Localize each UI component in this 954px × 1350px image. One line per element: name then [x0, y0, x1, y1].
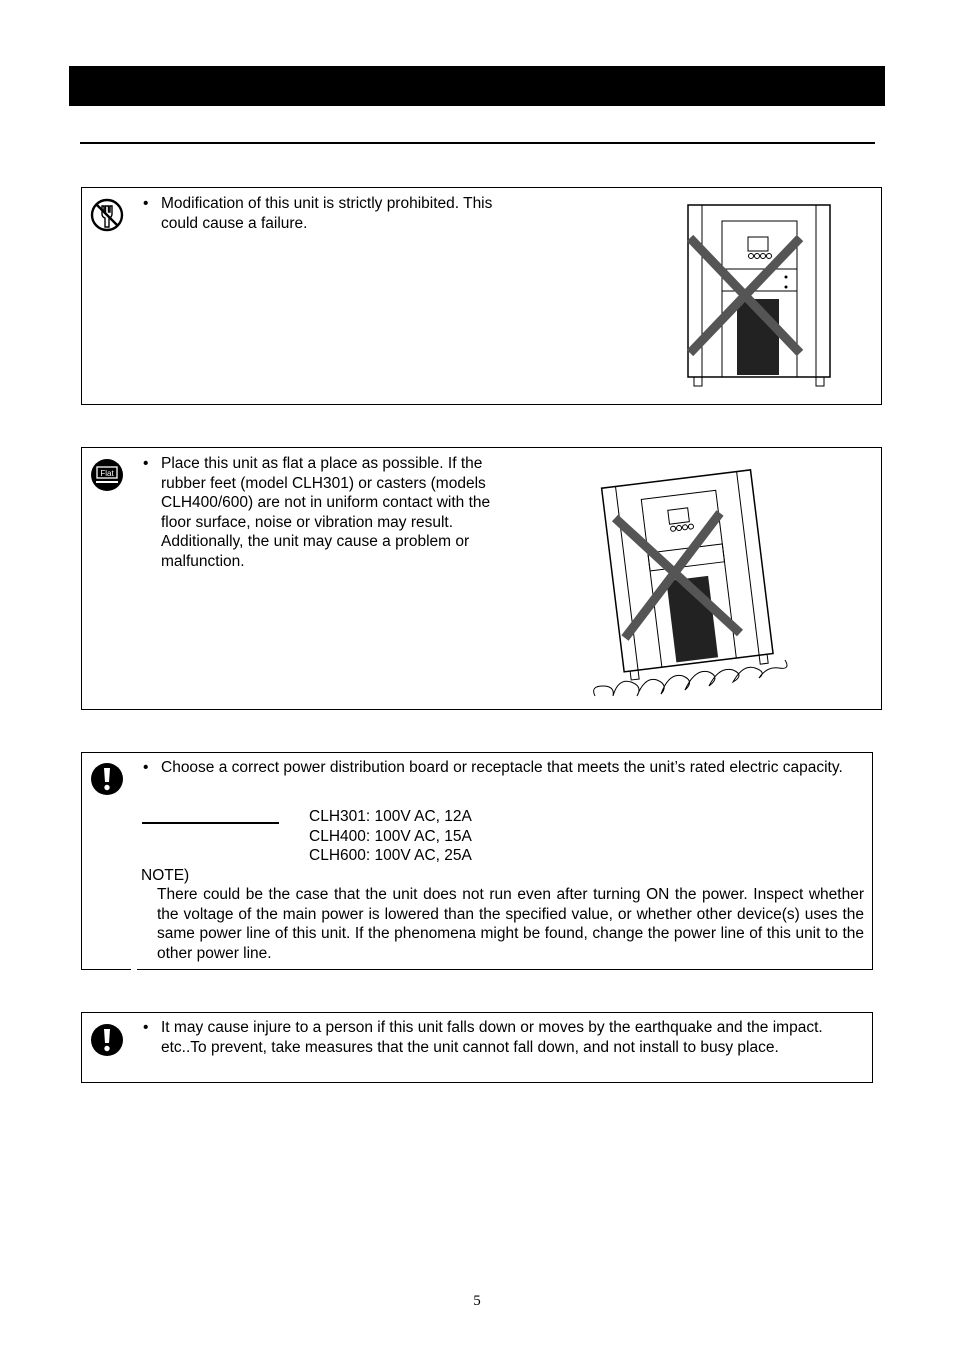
- mandatory-action-icon: [90, 1023, 124, 1057]
- rated-capacity-underline: [142, 822, 279, 824]
- rating-item: CLH600: 100V AC, 25A: [309, 847, 472, 864]
- rating-list: [309, 807, 472, 866]
- caution-box-fall-prevention: [81, 1012, 873, 1083]
- unit-tilted-crossed-illustration: [590, 458, 800, 698]
- bullet-dot: •: [143, 1019, 149, 1036]
- bullet-dot: •: [143, 195, 149, 212]
- bullet-dot: •: [143, 455, 149, 472]
- rating-item: CLH301: 100V AC, 12A: [309, 808, 472, 825]
- section-header-bar: [69, 66, 885, 106]
- mandatory-action-icon: [90, 762, 124, 796]
- modification-text: Modification of this unit is strictly prohibited. This could cause a failure.: [161, 195, 493, 232]
- no-disassembly-icon: [89, 197, 125, 233]
- warning-box-flat-placement: [81, 447, 882, 710]
- flat-icon-label: Flat: [100, 469, 114, 478]
- fall-prevention-text: It may cause injure to a person if this unit falls down or moves by the earthquake and the impact. etc..To prevent, take measures that the unit cannot fall down, and not install to busy place.: [161, 1019, 823, 1056]
- page-number: 5: [473, 1293, 481, 1309]
- unit-front-crossed-illustration: [682, 203, 837, 393]
- warning-box-modification: [81, 187, 882, 405]
- caution-box-power-capacity: [81, 752, 873, 970]
- bullet-dot: •: [143, 759, 149, 776]
- power-capacity-text: Choose a correct power distribution board or receptacle that meets the unit’s rated electric capacity.: [161, 759, 843, 776]
- box-gap-mark: [131, 966, 137, 972]
- header-rule: [80, 142, 875, 144]
- rating-item: CLH400: 100V AC, 15A: [309, 827, 472, 845]
- note-label: NOTE): [141, 867, 190, 884]
- flat-placement-icon: [89, 457, 125, 493]
- flat-placement-text: Place this unit as flat a place as possible. If the rubber feet (model CLH301) or casters (models CLH400/600) are not in uniform contact with the floor surface, noise or vibration may result. Additionally, the unit may cause a problem or malfunction.: [161, 455, 491, 570]
- note-text: There could be the case that the unit does not run even after turning ON the power. Inspect whether the voltage of the main power is lowered than the specified value, or whether other device(s) uses the same power line of this unit. If the phenomena might be found, change the power line of this unit to the other power line.: [157, 886, 864, 962]
